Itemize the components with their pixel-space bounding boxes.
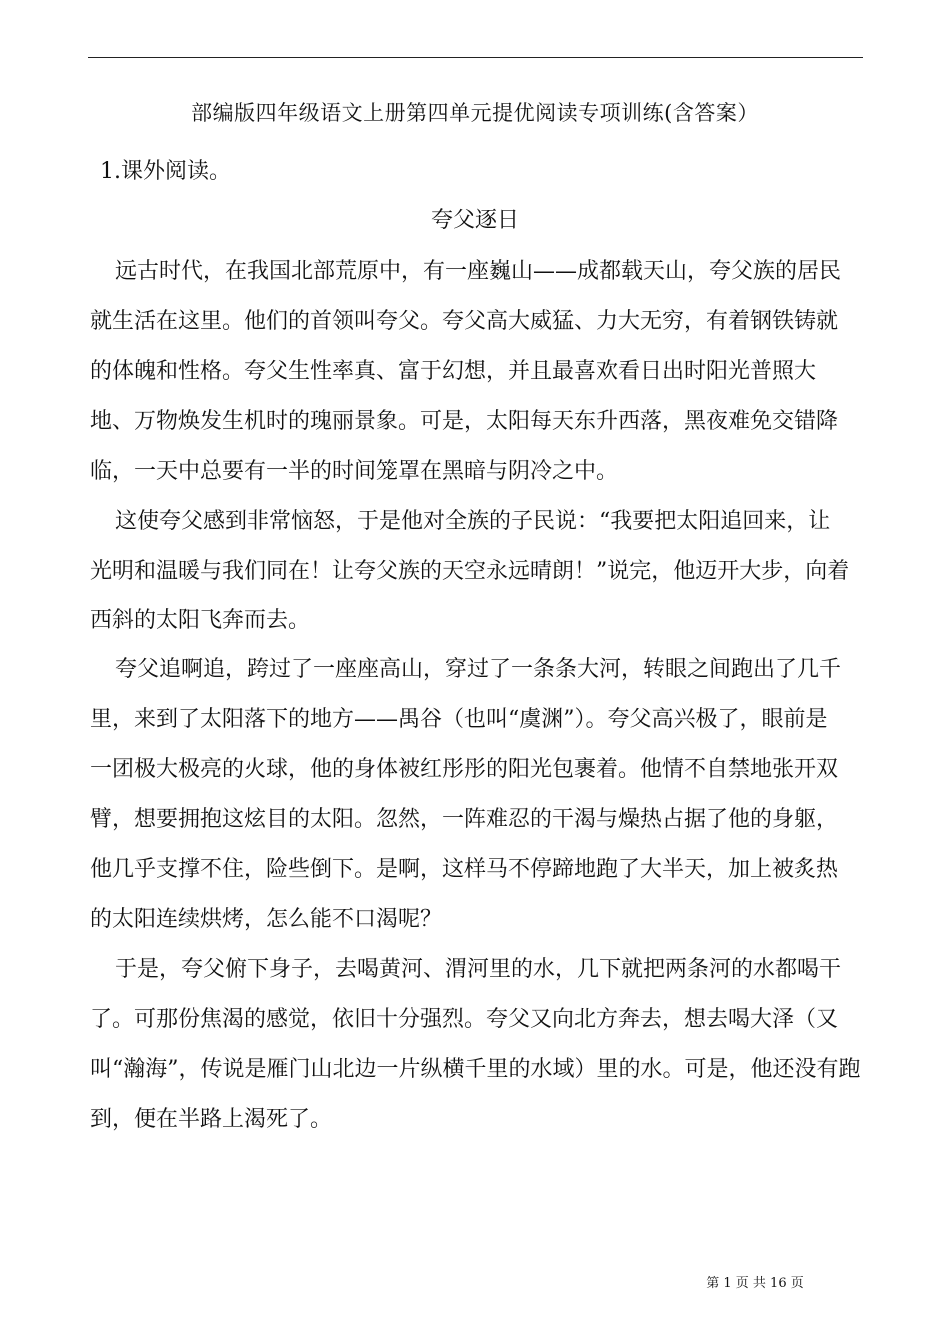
header-rule	[88, 57, 863, 58]
paragraph-3-line-5: 他几乎支撑不住，险些倒下。是啊，这样马不停蹄地跑了大半天，加上被炙热	[90, 857, 839, 882]
paragraph-3-line-3: 一团极大极亮的火球，他的身体被红彤彤的阳光包裹着。他情不自禁地张开双	[90, 757, 839, 782]
paragraph-1-line-3: 的体魄和性格。夸父生性率真、富于幻想，并且最喜欢看日出时阳光普照大	[90, 359, 817, 384]
document-title: 部编版四年级语文上册第四单元提优阅读专项训练(含答案）	[191, 101, 759, 125]
paragraph-2-line-3: 西斜的太阳飞奔而去。	[90, 608, 311, 633]
paragraph-3-line-1: 夸父追啊追，跨过了一座座高山，穿过了一条条大河，转眼之间跑出了几千	[115, 657, 842, 682]
paragraph-1-line-1: 远古时代，在我国北部荒原中，有一座巍山——成都载天山，夸父族的居民	[115, 259, 842, 284]
paragraph-4-line-4: 到，便在半路上渴死了。	[90, 1107, 333, 1132]
story-title: 夸父逐日	[430, 208, 519, 233]
question-label: 1.课外阅读。	[100, 159, 231, 184]
page-footer: 第 1 页 共 16 页	[706, 1276, 804, 1291]
paragraph-3-line-6: 的太阳连续烘烤，怎么能不口渴呢？	[90, 907, 443, 932]
paragraph-3-line-4: 臂，想要拥抱这炫目的太阳。忽然，一阵难忍的干渴与燥热占据了他的身躯，	[90, 807, 839, 832]
paragraph-4-line-3: 叫“瀚海”，传说是雁门山北边一片纵横千里的水域）里的水。可是，他还没有跑	[90, 1057, 861, 1082]
paragraph-3-line-2: 里，来到了太阳落下的地方——禺谷（也叫“虞渊”）。夸父高兴极了，眼前是	[90, 707, 828, 732]
paragraph-1-line-5: 临，一天中总要有一半的时间笼罩在黑暗与阴冷之中。	[90, 459, 619, 484]
paragraph-4-line-1: 于是，夸父俯下身子，去喝黄河、渭河里的水，几下就把两条河的水都喝干	[115, 957, 842, 982]
paragraph-1-line-4: 地、万物焕发生机时的瑰丽景象。可是，太阳每天东升西落，黑夜难免交错降	[90, 409, 839, 434]
paragraph-1-line-2: 就生活在这里。他们的首领叫夸父。夸父高大威猛、力大无穷，有着钢铁铸就	[90, 309, 839, 334]
paragraph-2-line-2: 光明和温暖与我们同在！让夸父族的天空永远晴朗！”说完，他迈开大步，向着	[90, 559, 850, 584]
paragraph-4-line-2: 了。可那份焦渴的感觉，依旧十分强烈。夸父又向北方奔去，想去喝大泽（又	[90, 1007, 839, 1032]
paragraph-2-line-1: 这使夸父感到非常恼怒，于是他对全族的子民说：“我要把太阳追回来，让	[115, 509, 831, 534]
